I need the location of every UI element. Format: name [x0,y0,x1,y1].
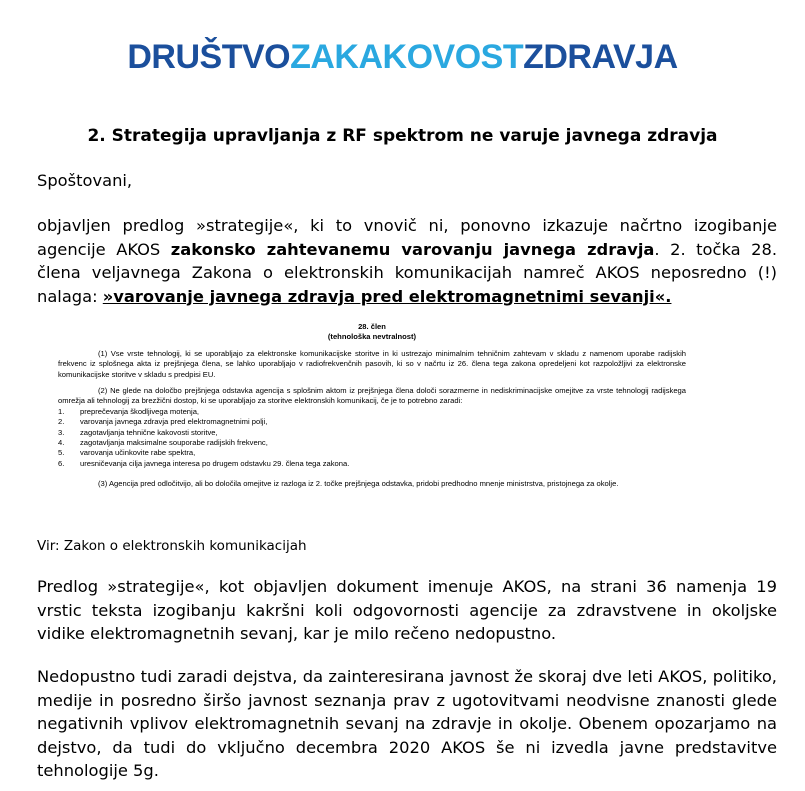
list-item-number: 5. [58,448,65,458]
list-item [58,428,686,438]
list-item-text: preprečevanja škodljivega motenja, [80,406,200,416]
list-item-number: 3. [58,427,65,437]
paragraph-1-a: objavljen predlog »strategije«, ki to vnovič ni, ponovno izkazuje načrtno izogibanje agencije AKOS [37,216,777,259]
source-caption: Vir: Zakon o elektronskih komunikacijah [37,538,307,554]
logo [0,38,805,77]
excerpt-list [58,407,686,469]
paragraph-1-bold: zakonsko zahtevanemu varovanju javnega zdravja [170,239,655,259]
excerpt-heading: 28. člen [358,322,386,331]
greeting: Spoštovani, [37,171,133,190]
excerpt-paragraph-2: (2) Ne glede na določbo prejšnjega odstavka agencija s splošnim aktom iz prejšnjega člena določi sorazmerne in nediskriminacijske omejitve za vrste tehnologij radijskega omrežja ali tehnologij za brezžični dostop, ki se uporabljajo za storitve elektronskih komunikacij, če je to potrebno zaradi: [58,386,686,406]
page-title: 2. Strategija upravljanja z RF spektrom ne varuje javnega zdravja [87,126,718,146]
list-item-number: 1. [58,406,65,416]
logo-part-drustvo: DRUŠTVO [127,38,291,76]
paragraph-1 [37,214,777,308]
excerpt-paragraph-1: (1) Vse vrste tehnologij, ki se uporabljajo za elektronske komunikacijske storitve in ki ustrezajo minimalnim tehničnim zahtevam v skladu z namenom uporabe radijskih frekvenc iz splošnega akta iz prejšnjega člena, se lahko uporabljajo v radiofrekvenčnih pasovih, ki so v načrtu iz 26. člena tega zakona opredeljeni kot razpoložljivi za elektronske komunikacijske storitve v skladu s predpisi EU. [58,348,686,379]
list-item [58,417,686,427]
list-item-number: 6. [58,458,65,468]
list-item [58,459,686,469]
logo-part-zakakovost: ZAKAKOVOST [290,38,524,76]
list-item [58,438,686,448]
list-item-text: varovanja učinkovite rabe spektra, [80,448,196,458]
list-item [58,448,686,458]
paragraph-3: Nedopustno tudi zaradi dejstva, da zainteresirana javnost že skoraj dve leti AKOS, politiko, medije in posredno širšo javnost seznanja prav z ugotovitvami neodvisne znanosti glede negativnih vplivov elektromagnetnih sevanj na zdravje in okolje. Obenem opozarjamo na dejstvo, da tudi do vključno decembra 2020 AKOS še ni izvedla javne predstavitve tehnologije 5g. [37,667,777,780]
list-item-number: 2. [58,417,65,427]
paragraph-1-c: . 2. točka 28. člena veljavnega Zakona o elektronskih komunikacijah namreč AKOS neposredno (!) nalaga: [37,239,778,306]
paragraph-1-quote: »varovanje javnega zdravja pred elektromagnetnimi sevanji«. [102,286,672,306]
paragraph-2: Predlog »strategije«, kot objavljen dokument imenuje AKOS, na strani 36 namenja 19 vrstic teksta izogibanju kakršni koli odgovornosti agencije za zdravstvene in okoljske vidike elektromagnetnih sevanj, kar je milo rečeno nedopustno. [37,577,777,643]
list-item-text: uresničevanja cilja javnega interesa po drugem odstavku 29. člena tega zakona. [80,458,350,468]
list-item-number: 4. [58,438,65,448]
logo-part-zdravja: ZDRAVJA [523,38,678,76]
list-item-text: zagotavljanja tehnične kakovosti storitve, [80,427,218,437]
list-item-text: zagotavljanja maksimalne souporabe radijskih frekvenc, [80,438,268,448]
excerpt-subheading: (tehnološka nevtralnost) [327,332,417,342]
excerpt-paragraph-3: (3) Agencija pred odločitvijo, ali bo določila omejitve iz razloga iz 2. točke prejšnjega odstavka, pridobi predhodno mnenje ministrstva, pristojnega za okolje. [98,479,619,489]
list-item-text: varovanja javnega zdravja pred elektromagnetnimi polji, [80,417,268,427]
list-item [58,407,686,417]
law-excerpt [58,322,686,490]
